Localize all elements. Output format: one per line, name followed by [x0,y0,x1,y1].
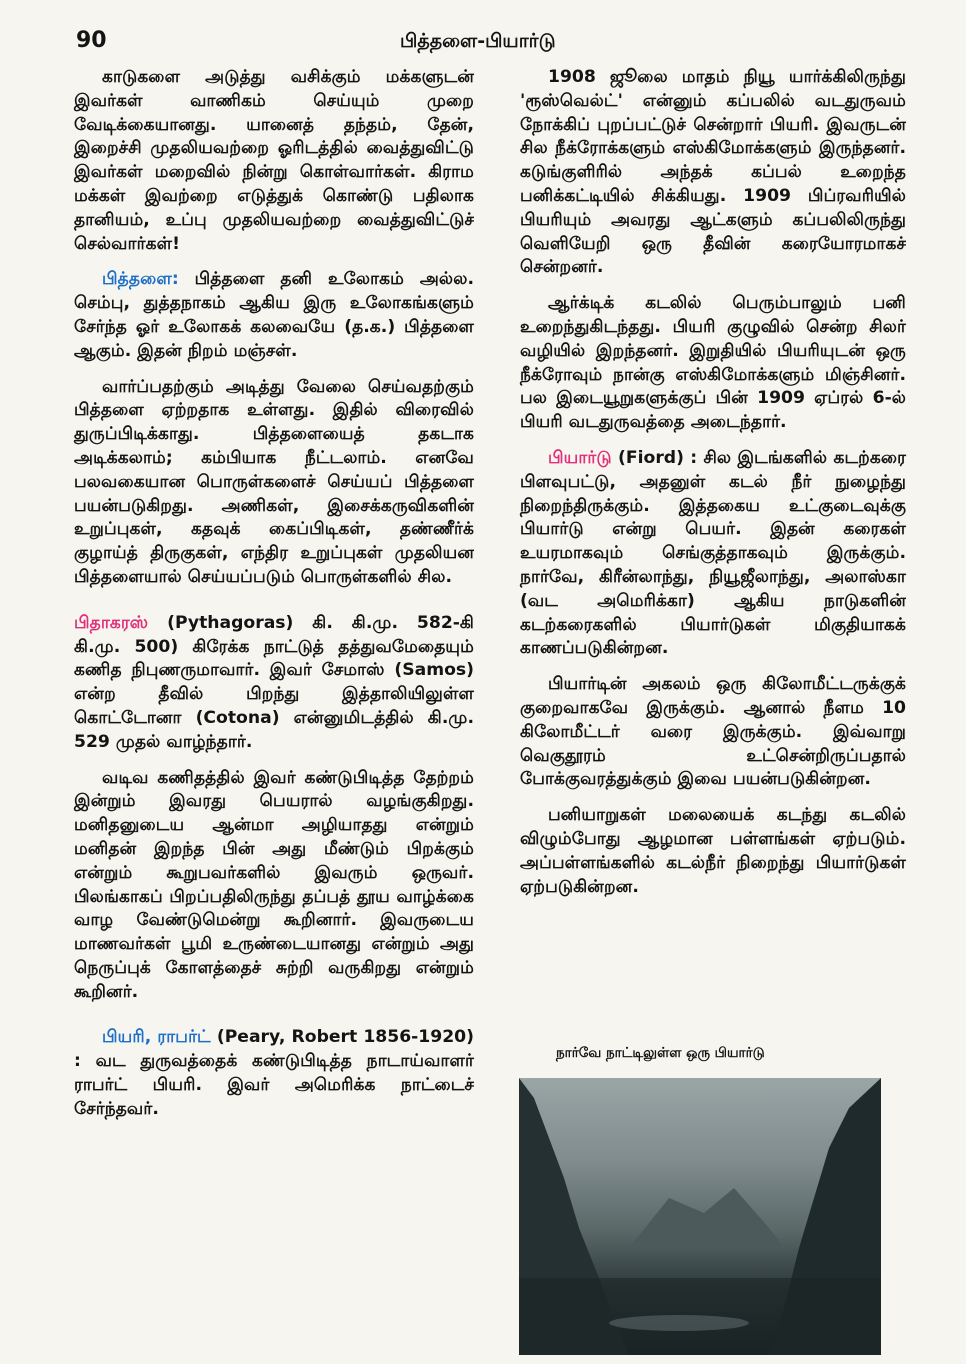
entry-latin: (Pythagoras) [148,612,313,633]
entry-text: வட துருவத்தைக் கண்டுபிடித்த நாடாய்வாளர் ராபர்ட் பியரி. இவர் அமெரிக்க நாட்டைச் சேர்ந்தவர். [74,1051,474,1119]
light-reflection [609,1315,749,1331]
paragraph: வடிவ கணிதத்தில் இவர் கண்டுபிடித்த தேற்றம் இன்றும் இவரது பெயரால் வழங்குகிறது. மனிதனுடைய ஆன்மா அழியாதது என்றும் மனிதன் இறந்த பின் அது மீண்டும் பிறக்கும் என்றும் கூறுபவர்களில் இவரும் ஒருவர். பிலங்காகப் பிறப்பதிலிருந்து தப்பத் தூய வாழ்க்கை வாழ வேண்டுமென்று கூறினார். இவருடைய மாணவர்கள் பூமி உருண்டையானது என்றும் அது நெருப்புக் கோளத்தைச் சுற்றி வருகிறது என்றும் கூறினர். [74,767,474,1002]
paragraph: 1908 ஜூலை மாதம் நியூ யார்க்கிலிருந்து 'ரூஸ்வெல்ட்' என்னும் கப்பலில் வடதுருவம் நோக்கிப் புறப்பட்டுச் சென்றார் பியரி. இவருடன் சில நீக்ரோக்களும் எஸ்கிமோக்களும் இருந்தனர். கடுங்குளிரில் அந்தக் கப்பல் உறைந்த பனிக்கட்டியில் சிக்கியது. 1909 பிப்ரவரியில் பியரியும் அவரது ஆட்களும் கப்பலிலிருந்து வெளியேறி ஒரு தீவின் கரையோரமாகச் சென்றனர். [520,67,906,278]
paragraph: பியார்டின் அகலம் ஒரு கிலோமீட்டருக்குக் குறைவாகவே இருக்கும். ஆனால் நீளம 10 கிலோமீட்டர் வரை இருக்கும். இவ்வாறு வெகுதூரம் உட்சென்றிருப்பதால் போக்குவரத்துக்கும் இவை பயன்படுகின்றன. [520,674,906,790]
entry-term: பியார்டு [548,447,612,468]
paragraph: பனியாறுகள் மலையைக் கடந்து கடலில் விழும்போது ஆழமான பள்ளங்கள் ஏற்படும். அப்பள்ளங்களில் கடல்நீர் நிறைந்து பியார்டுகள் ஏற்படுகின்றன. [520,805,906,897]
page-number: 90 [76,28,107,53]
entry-pythagoras [74,612,474,755]
entry-text: என்ற தீவில் பிறந்து இத்தாலியிலுள்ள கொட்டோனா [74,684,474,728]
entry-fiord [520,447,906,661]
paragraph: வார்ப்பதற்கும் அடித்து வேலை செய்வதற்கும் பித்தளை ஏற்றதாக உள்ளது. இதில் விரைவில் துருப்பிடிக்காது. பித்தளையைத் தகடாக அடிக்கலாம்; கம்பியாக நீட்டலாம். எனவே பலவகையான பொருள்களைச் செய்யப் பித்தளை பயன்படுகிறது. அணிகள், இசைக்கருவிகளின் உறுப்புகள், கதவுக் கைப்பிடிகள், தண்ணீர்க் குழாய்த் திருகுகள், எந்திர உறுப்புகள் முதலியன பித்தளையால் செய்யப்படும் பொருள்களில் சில. [74,376,474,587]
entry-text: கி. கி.மு. 582-கி கி.மு. 500) கிரேக்க நாட்டுத் தத்துவமேதையும் கணித நிபுணருமாவார். இவர் சேமாஸ் [74,612,474,681]
right-column [520,66,906,911]
entry-peary [74,1026,474,1121]
fiord-illustration [519,1078,881,1355]
entry-latin: (Cotona) [195,707,280,728]
paragraph: காடுகளை அடுத்து வசிக்கும் மக்களுடன் இவர்கள் வாணிகம் செய்யும் முறை வேடிக்கையானது. யானைத் தந்தம், தேன், இறைச்சி முதலியவற்றை ஓரிடத்தில் வைத்துவிட்டு இவர்கள் மறைவில் நின்று கொள்வார்கள். கிராம மக்கள் இவற்றை எடுத்துக் கொண்டு பதிலாக தானியம், உப்பு முதலியவற்றை வைத்துவிட்டுச் செல்வார்கள்! [74,67,474,254]
entry-text: சில இடங்களில் கடற்கரை பிளவுபட்டு, அதனுள் கடல் நீர் நுழைந்து நிறைந்திருக்கும். இத்தகைய உட்குடைவுக்கு பியார்டு என்று பெயர். இதன் கரைகள் உயரமாகவும் செங்குத்தாகவும் இருக்கும். நார்வே, கிரீன்லாந்து, நியூஜீலாந்து, அலாஸ்கா (வட அமெரிக்கா) ஆகிய நாடுகளின் கடற்கரைகளில் பியார்டுகள் மிகுதியாகக் காணப்படுகின்றன. [520,447,906,659]
figure-caption: நார்வே நாட்டிலுள்ள ஒரு பியார்டு [556,1045,765,1061]
entry-term: பிதாகரஸ் [74,612,149,633]
entry-latin: (Fiord) : [611,447,704,468]
paragraph: ஆர்க்டிக் கடலில் பெரும்பாலும் பனி உறைந்துகிடந்தது. பியரி குழுவில் சென்ற சிலர் வழியில் இறந்தனர். இறுதியில் பியரியுடன் ஒரு நீக்ரோவும் நான்கு எஸ்கிமோக்களும் மிஞ்சினர். பல இடையூறுகளுக்குப் பின் 1909 ஏப்ரல் 6-ல் பியரி வடதுருவத்தை அடைந்தார். [520,293,906,433]
left-column [74,66,474,1134]
entry-latin: (Samos) [394,660,474,681]
entry-term: பித்தளை: [102,269,179,290]
entry-term: பியரி, ராபர்ட் [102,1027,211,1048]
fiord-photo [519,1078,881,1355]
entry-text: பித்தளை தனி உலோகம் அல்ல. செம்பு, துத்தநாகம் ஆகிய இரு உலோகங்களும் சேர்ந்த ஓர் உலோகக் கலவையே (த.க.) பித்தளை ஆகும். இதன் நிறம் மஞ்சள். [74,269,474,361]
distant-mountain [629,1188,784,1248]
running-title: பித்தளை-பியார்டு [400,30,556,52]
entry-text: என்னுமிடத்தில் கி.மு. 529 முதல் வாழ்ந்தார். [74,707,474,752]
entry-latin: (Peary, Robert 1856-1920) : [74,1027,474,1072]
entry-brass [74,268,474,363]
